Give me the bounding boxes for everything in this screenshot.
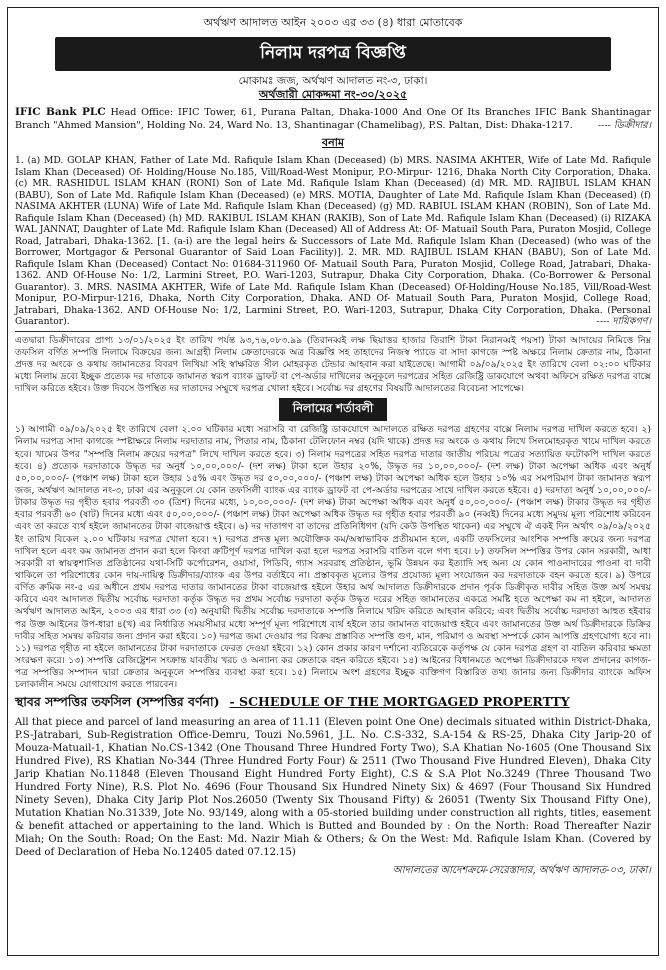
versus-label: বনাম bbox=[322, 136, 344, 150]
defendants-block bbox=[15, 155, 651, 328]
notice-title: নিলাম দরপত্র বিজ্ঞপ্তি bbox=[55, 37, 611, 71]
schedule-title-en: - SCHEDULE OF THE MORTGAGED PROPERTTY bbox=[229, 694, 570, 710]
auction-notice bbox=[7, 7, 659, 956]
schedule-heading bbox=[15, 694, 651, 714]
plaintiff-role: ---- ডিক্রীদার। bbox=[597, 119, 651, 131]
act-reference: অর্থঋণ আদালত আইন ২০০৩ এর ৩৩ (৪) ধারা মোতাবেক bbox=[203, 16, 463, 29]
schedule-paragraph: All that piece and parcel of land measuring an area of 11.11 (Eleven point One One) decimals situated within District-Dhaka, P.S-Jatrabari, Sub-Registration Office-Demru, Touzi No.5961, J.L. No. C.S-332, S.A-154 & RS-25, Dhaka City Jarip-20 of Mouza-Matuail-1, Khatian No.CS-1342 (One Thousand Three Hundred Forty Two), S.A Khatian No-1605 (One Thousand Six Hundred Five), RS Khatian No-344 (Three Hundred Forty Four) & 2511 (Two Thousand Five Hundred Eleven), Dhaka City Jarip Khatian No.11848 (Eleven Thousand Eight Hundred Forty Eight), C.S & S.A Plot No.3249 (Three Thousand Two Hundred Forty Nine), R.S. Plot No. 4696 (Four Thousand Six Hundred Ninety Six) & 4697 (Four Thousand Six Hundred Ninety Seven), Dhaka City Jarip Plot Nos.26050 (Twenty Six Thousand Fifty) & 26051 (Twenty Six Thousand Fifty One), Mutation Khatian No.31339, Jote No. 93/149, along with a 05-storied building under construction all rights, titles, easement & benefit attached or appertaining to the land. Which is Butted and Bounded by : On the North: Road Thereafter Nazir Miah; On the South: Road; On the East: Md. Nazir Miah & Others; & On the West: Md. Rafiqule Islam Khan. (Covered by Deed of Declaration of Heba No.12405 dated 07.12.15) bbox=[15, 717, 651, 859]
plaintiff-address: Head Office: IFIC Tower, 61, Purana Paltan, Dhaka-1000 And One Of Its Branches IFIC Bank Shantinagar Branch "Ahmed Mansion", Holding No. 24, Ward No. 13, Shantinagar (Chamelibag), P.S. Paltan, Dist: Dhaka-1217. bbox=[15, 107, 651, 131]
divider bbox=[15, 331, 651, 332]
intro-paragraph: এতদ্বারা ডিক্রীদারের প্রাপ্য ১৩/০১/২০২৫ ইং তারিখ পর্যন্ত ৯৩,৭৬,০৮৩.৯৯ (তিরানব্বই লক্ষ ছিয়াত্তর হাজার তিরাশি টাকা নিরানব্বই পয়সা) টাকা আদায়ের নিমিত্তে নিম্ন তফসিল বর্ণিত সম্পত্তি নিলামে বিক্রয়ের জন্য আগ্রহী নিলাম ক্রেতাদেরকে অত্র বিজ্ঞপ্তি সহ তাহাদের নিজস্ব প্যাডে বা সাদা কাগজে স্পষ্ট অক্ষরে নিলাম ক্রেতার নাম, ঠিকানা প্রদত্ত দর অংকে ও কথায় জামানতের বিবরণ লিখিয়া সহি স্বাক্ষরিত সীল মোহরকৃত টেন্ডার আহবান করা যাইতেছে। আগামী ০৯/০৯/২০২৫ ইং তারিখে বেলা ০২:০০ ঘটিকার মধ্যে নিলাম দ্রব্যে ইচ্ছুক প্রত্যেক দর দাতাকে জামানত স্বরূপ ব্যাংক ড্রাফট বা পে-অর্ডার দাখিলের অনুকূলে দরপত্রের সহিত রেজিষ্ট্রি ডাকযোগে অথবা অফিসে রক্ষিত দরপত্র বাক্সে দাখিল করিতে হইবে। উক্ত দিবসে উপস্থিত দর দাতাদের সম্মুখে দরপত্র খোলা হইবে। সর্বোচ্চ দর গ্রহণের বিষয়টি আদালতের বিবেচনা সাপেক্ষে। bbox=[15, 334, 651, 395]
defendants-role: ---- দায়িকগণ। bbox=[596, 316, 651, 328]
court-name: মোকামঃ জজ, অর্থঋণ আদালত নং-৩, ঢাকা। bbox=[238, 75, 428, 87]
schedule-title-bn: স্থাবর সম্পত্তির তফসিল (সম্পত্তির বর্ণনা) bbox=[15, 694, 220, 710]
court-order-footer: আদালতের আদেশক্রমে-সেরেস্তাদার, অর্থঋণ আদালত-০৩, ঢাকা। bbox=[392, 865, 651, 877]
terms-title: নিলামের শর্তাবলী bbox=[279, 398, 387, 421]
defendants-text: 1. (a) MD. GOLAP KHAN, Father of Late Md. Rafiqule Islam Khan (Deceased) (b) MRS. NASIMA AKHTER, Wife of Late Md. Rafiqule Islam Khan (Deceased) Of- Holding/House No.185, Vill/Road-West Monipur, P.O-Mirpur- 1216, Dhaka North City Corporation, Dhaka. (c) MR. RASHIDUL ISLAM KHAN (RONI) Son of Late Md. Rafiqule Islam Khan (Deceased) (d) MR. MD. RAJIBUL ISLAM KHAN (BABU), Son of Late Md. Rafiqule Islam Khan (Deceased) (e) MRS. MOTIA, Daughter of Late Md. Rafiqule Islam Khan (Deceased) (f) NASIMA AKHTER (LUNA) Wife of Late Md. Rafiqule Islam Khan (Deceased) (g) MD. RABIUL ISLAM KHAN (ROBIN), Son of Late Md. Rafiqule Islam Khan (Deceased) (h) MD. RAKIBUL ISLAM KHAN (RAKIB), Son of Late Md. Rafiqule Islam Khan (Deceased) (i) RIZAKA WAL JANNAT, Daughter of Late Md. Rafiqule Islam Khan (Deceased) All of Address At: Of- Matuail South Para, Puraton Mosjid, College Road, Jatrabari, Dhaka-1362. [1. (a-i) are the legal heirs & Successors of Late Md. Rafiqule Islam Khan (Deceased) (who was of the Borrower, Mortgagor & Personal Guarantor of Said Loan Facility)]. 2. MR. MD. RAJIBUL ISLAM KHAN (BABU), Son of Late Md. Rafiqule Islam Khan (Deceased) Contact No: 01684-311960 Of- Matuail South Para, Puraton Mosjid, College Road, Jatrabari, Dhaka- 1362. AND Of-House No: 1/2, Larmini Street, P.O. Wari-1203, Sutrapur, Dhaka City Corporation, Dhaka. (Co-Borrower & Personal Guarantor). 3. MRS. NASIMA AKHTER, Wife of Late Md. Rafiqule Islam Khan (Deceased) Of-Holding/House No.185, Vill/Road-West Monipur, P.O-Mirpur-1216, Dhaka, North City Corporation, Dhaka. AND Of- Matuail South Para, Puraton Mosjid, College Road, Jatrabari, Dhaka-1362. AND Of-House No: 1/2, Larmini Street, P.O. Wari-1203, Sutrapur, Dhaka City Corporation, Dhaka. (Personal Guarantor). bbox=[15, 155, 651, 328]
terms-paragraph: ১) আগামী ০৯/০৯/২০২৫ ইং তারিখে বেলা ২.০০ ঘটিকার মধ্যে সরাসরি বা রেজিষ্ট্রি ডাকযোগে আদালতে রক্ষিত দরপত্র গ্রহণের বাক্সে নিলাম দরপত্র দাখিল করতে হবে। ২) নিলাম দরপত্র সাদা কাগজে স্পষ্টাক্ষরে নিলাম দরদাতার নাম, পিতার নাম, ঠিকানা টেলিফোন নম্বর (যদি থাকে) প্রদত্ত দর অংকে ও কথায় লিখে সিলমোহরকৃত খামে দাখিল করতে হবে। খামের উপর "সম্পত্তি নিলাম ক্রয়ের দরপত্র" লিখে দাখিল করতে হবে। ৩) নিলাম দরপত্রের সহিত দরপত্র দাতার জাতীয় পরিচয় পত্রের সত্যায়িত ফটোকপি দাখিল করতে হবে। ৪) প্রত্যেক দরদাতাকে উদ্ধৃত দর অনুর্ধ ১০,০০,০০০/- (দশ লক্ষ) টাকা হলে উহার ২০%, উদ্ধৃত দর ১০,০০,০০০/- (দশ লক্ষ) টাকা অপেক্ষা অধিক এবং অনুর্ধ ৫০,০০,০০০/- (পঞ্চাশ লক্ষ) টাকা হলে উহার ১৫% এবং উদ্ধৃত দর ৫০,০০,০০০/- (পঞ্চাশ লক্ষ) টাকা অপেক্ষা অধিক হলে উহার ১০% এর সমপরিমাণ টাকা জামানত স্বরূপ জজ, অর্থঋণ আদালত নং-৩, ঢাকা এর অনুকূলে যে কোন তফসিলী ব্যাংক এর ব্যাংক ড্রাফট বা পে-অর্ডার দরপত্রের সাথে দাখিল করতে হইবে। ৫) দরদাতা অনুর্ধ ১০,০০,০০০/- টাকার উদ্ধৃত দর গৃহীত হবার পরবর্তী ৩০ (ত্রিশ) দিনের মধ্যে, ১০,০০,০০০/- (দশ লক্ষ) টাকা অপেক্ষা অধিক এবং অনুর্ধ ৫০,০০,০০০/- (পঞ্চাশ লক্ষ) টাকার উদ্ধৃত দর গৃহীত হবার পরবর্তী ৬০ (ষাট) দিনের মধ্যে এবং ৫০,০০,০০০/- (পঞ্চাশ লক্ষ) টাকা অপেক্ষা অধিক উদ্ধৃত দর গৃহীত হবার পরবর্তী ৯০ (নব্বই) দিনের মধ্যে সমুদয় মূল্য পরিশোধ করিবেন এবং তা করতে ব্যর্থ হইলে জামানতের টাকা বাজেয়াপ্ত হইবে। ৬) দর দাতাগণ বা তাদের প্রতিনিধিগণ (যদি কেউ উপস্থিত থাকেন) এর সম্মুখে ঐ একই দিন অর্থাৎ ০৯/০৯/২০২৫ ইং তারিখ বিকেল ২.০০ ঘটিকায় দরপত্র খোলা হবে। ৭) দরপত্র প্রদত্ত মূল্য অযৌক্তিক কম/অস্বাভাবিক প্রতীয়মান হলে, একটি তফসিলের আংশিক সম্পত্তি ক্রয়ের জন্য দরপত্র দাখিল হলে এবং কম জামানত প্রদান করা হলে কিংবা ক্রটিপূর্ণ দরপত্র দাখিল করা হলে দরপত্র সরাসরি বাতিল বলে গণ্য হবে। ৮) তফসিল সম্পত্তির উপর কোন সরকারী, আধা সরকারী বা স্বায়ত্বশাসিত প্রতিষ্ঠানের যথা-সিটি কর্পোরেশন, ওয়াসা, পিডিবি, গ্যাস সরবরাহ প্রতিষ্ঠান, ভূমি উন্নয়ন কর ইত্যাদি সহ অন্য যে কোন পাওনাদারের পাওনা বা দাবী থাকিলে তা পরিশোধের কোন দায়-দায়িত্ব ডিক্রীদার/ব্যাংক এর উপর বর্তাইবে না। প্রস্তাবকৃত মূল্যের উপর প্রযোজ্য মূল্য সংযোজন কর দরদাতাকে বহন করতে হবে। ৯) উপরে বর্ণিত ক্রমিক নং-৫ এর অধীনে প্রথম দরপত্র দাতার জামানতের টাকা বাজেয়াপ্ত হইলে উহার অর্থ আদালত ডিক্রীদারকে প্রদান পূর্বক ডিক্রীকৃত দাবীর সহিত উক্ত অর্থ সমন্বয় করিবে এবং আদালত দ্বিতীয় সর্বোচ্চ দরদাতা কর্তৃক উদ্ধৃত দর প্রথম সর্বোচ্চ দরদাতা কর্তৃক উদ্ধৃত দরের সহিত জামানতের একত্রে সমষ্টি হতে অপেক্ষা কম না হইলে, আদালত অর্থঋণ আদালত আইন, ২০০৩ এর ধারা ৩৩ (৩) অনুযায়ী দ্বিতীয় সর্বোচ্চ দরদাতাকে সম্পত্তি নিলামে খরিদ করিতে আহবান করিবে; এবং দ্বিতীয় সর্বোচ্চ দরদাতা আহুত হইবার পর উক্ত আইনের উপ-ধারা ৪(খ) এর নির্ধারিত সময়সীমার মধ্যে সম্পূর্ণ মূল্য পরিশোধে ব্যর্থ হইলে তার জামানত বাজেয়াপ্ত হইবে এবং জামানতের উক্ত অর্থ ডিক্রীদারকে ডিক্রির দাবীর সহিত সমন্বয় করিবার জন্য প্রদান করা হইবে। ১০) দরপত্র জমা দেওয়ার পর বিক্রয় প্রস্তাবিত সম্পত্তি গুণ, মান, পরিমাণ ও অবস্থা সম্পর্কে কোন আপত্তি গ্রহণযোগ্য হবে না। ১১) দরপত্র গৃহীত না হইলে জামানতের টাকা দরদাতাকে ফেরত দেওয়া হইবে। ১২) কোন প্রকার কারণ দর্শানো ব্যতিরেকে কর্তৃপক্ষ যে কোন দরপত্র গ্রহণ বা বাতিল করিবার ক্ষমতা সংরক্ষণ করে। ১৩) সম্পত্তি রেজিষ্ট্রেশন সংক্রান্ত যাবতীয় খরচ ও অন্যান্য কর ক্রেতাকে বহন করিতে হইবে। ১৪) আইনের বিধানমতে অপেক্ষা ডিক্রীদারকে দখল প্রদানের কাগজ-পত্র সম্পত্তির সম্পাদন দ্বারা ক্রেতার অনুকূলে সম্পত্তির ব্যবস্থা করা হবে। ১৫) নিলামে অংশ গ্রহণের ইচ্ছুক ব্যক্তিগণ বিস্তারিত তথ্য জানার জন্য ডিক্রীদার ব্যাংকে অফিস চলাকালীন সময়ে যোগাযোগ করতে পারবেন। bbox=[15, 424, 651, 691]
case-number: অর্থজারী মোকদ্দমা নং-৩০/২০২৫ bbox=[258, 88, 408, 102]
plaintiff-bank-name: IFIC Bank PLC bbox=[15, 106, 106, 119]
plaintiff-block bbox=[15, 106, 651, 132]
terms-heading bbox=[15, 398, 651, 421]
